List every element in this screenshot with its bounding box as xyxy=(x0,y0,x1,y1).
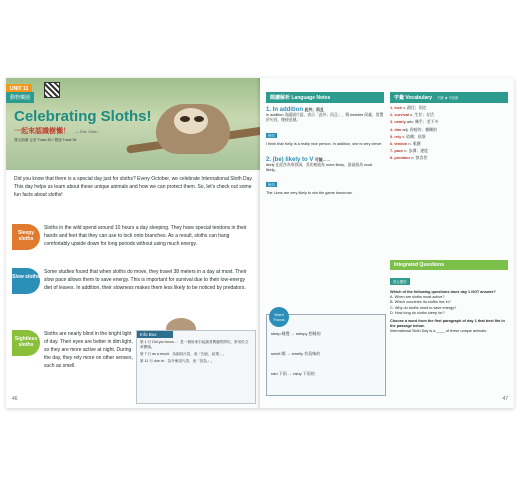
section-badge: Sightless sloths xyxy=(12,330,40,356)
vocab-definition: 幾乎；差不多 xyxy=(415,119,439,125)
sloth-eye-icon xyxy=(180,116,190,122)
section-text: Some studies found that when sloths do move, they travel 38 meters in a day at most. Their slow pace allows them to save energy. This is important for survival due to their low-energy diet of leaves. In addition, their slowness makes them less likely to be noticed by predators. xyxy=(44,269,247,291)
topic-label: 動物樂園 xyxy=(6,92,34,103)
blank-passage[interactable]: International Sloth Day is a ____ of these unique animals. xyxy=(390,329,488,334)
vocab-definition: 步調；速度 xyxy=(408,148,429,154)
info-box-note: 第 11 行 due to：為介係詞片語，表「因為」。 xyxy=(140,359,215,363)
article-title: Celebrating Sloths! xyxy=(14,108,152,125)
vocab-item xyxy=(390,134,508,139)
integrated-sub: 混合題型 xyxy=(390,278,410,285)
qr-code-icon[interactable] xyxy=(44,82,60,98)
audio-tracks: 課文朗讀 正常 Track 35 / 慢速 Track 36 xyxy=(14,138,77,142)
question-2: Choose a word from the first paragraph of day 1 that best fits in the passage below. xyxy=(390,319,505,329)
vocab-definition: 肌腱 xyxy=(412,141,421,147)
vocab-definition: 鎖住；固定 xyxy=(407,105,427,110)
sloth-face-shape xyxy=(174,108,208,134)
vocab-item xyxy=(390,127,508,132)
integrated-header: Integrated Questions xyxy=(390,260,508,270)
note-gloss: 可能…… xyxy=(315,157,331,162)
word-focus-row: smell 聞 → smelly 有臭味的 xyxy=(271,351,321,356)
vocabulary-legend: 中級 ★ 中高級 xyxy=(437,96,459,100)
example-tag: 例句 xyxy=(268,183,275,188)
option-d[interactable]: D. How long do sloths sleep for? xyxy=(390,310,445,315)
info-box xyxy=(136,330,256,404)
note-example: I think that Kelly is a really nice person. In addition, she is very clever. xyxy=(266,141,383,146)
left-page xyxy=(6,78,260,408)
subtitle-text: 一起來認識樹懶！ xyxy=(14,128,70,135)
vocabulary-title: 字彙 Vocabulary xyxy=(394,95,432,101)
option-a[interactable]: A. When are sloths most active? xyxy=(390,295,445,300)
vocab-word: 2. survival xyxy=(390,112,410,118)
intro-paragraph: Did you know that there is a special day just for sloths? Every October, we celebrate International Sloth Day. This day helps us learn about these unique animals and how we can protect them. So, let's check out some fun facts about sloths! xyxy=(14,176,253,198)
vocab-pos: n. xyxy=(410,155,416,161)
page-number: 46 xyxy=(12,396,18,402)
vocab-definition: 生存；存活 xyxy=(414,112,434,118)
right-page xyxy=(260,78,514,408)
page-number: 47 xyxy=(502,396,508,402)
note-term: 1. In addition xyxy=(266,107,303,113)
author: — Eric Chen xyxy=(74,129,98,134)
section-text: Sloths in the wild spend around 10 hours a day sleeping. They have special tendons in their hands and feet that they can use to lock onto branches. As a result, sloths can hang comfortably upside down for long periods without using much energy. xyxy=(44,225,247,247)
vocab-item xyxy=(390,105,508,110)
word-focus-box xyxy=(266,314,386,396)
vocab-definition: 掠食者 xyxy=(415,155,428,161)
vocab-pos: n. xyxy=(409,112,415,118)
vocabulary xyxy=(390,92,508,163)
vocab-word: 7. pace xyxy=(390,148,404,154)
vocab-item xyxy=(390,141,508,146)
vocab-word: 1. lock xyxy=(390,105,403,110)
example-tag: 例句 xyxy=(268,133,275,138)
vocab-pos: v. xyxy=(401,133,407,139)
vocab-item xyxy=(390,119,508,124)
option-c[interactable]: C. Why do sloths need to save energy? xyxy=(390,305,457,310)
vocabulary-header xyxy=(390,92,508,103)
word-focus-row: sleep 睡覺 → sleepy 想睡的 xyxy=(271,331,321,336)
section-badge: Slow sloths xyxy=(12,268,40,294)
vocabulary-list xyxy=(390,105,508,161)
vocab-item xyxy=(390,148,508,153)
note-gloss: 此外；而且 xyxy=(304,108,324,112)
vocab-word: 5. rely xyxy=(390,133,402,139)
article-subtitle xyxy=(14,126,98,136)
vocab-word: 8. predator xyxy=(390,155,411,161)
vocab-word: 4. dim xyxy=(390,126,402,132)
vocab-item xyxy=(390,155,508,160)
vocab-definition: 依賴；依靠 xyxy=(406,133,426,139)
unit-label: UNIT 11 xyxy=(6,84,32,94)
vocab-word: 3. nearly xyxy=(390,119,406,125)
info-box-title: Info Box xyxy=(137,331,173,338)
word-focus-row: rain 下雨 → rainy 下雨的 xyxy=(271,371,315,376)
sloth-eye-icon xyxy=(194,116,204,122)
note-text: In addition 為副詞片語，表示「此外；而且」，與 besides 同義，常置於句首，後接逗號。 xyxy=(266,113,384,123)
vocab-pos: n. xyxy=(407,141,413,147)
vocab-pos: adv. xyxy=(405,119,416,125)
integrated-questions xyxy=(390,260,508,335)
vocab-pos: n. xyxy=(403,148,409,154)
word-focus-badge: Word Focus xyxy=(269,307,289,327)
vocab-pos: v. xyxy=(402,105,408,110)
vocab-item xyxy=(390,112,508,117)
question-1: Which of the following questions does day 1 NOT answer? xyxy=(390,290,496,294)
vocab-pos: adj. xyxy=(401,126,410,132)
language-notes-header: 閱讀解析 Language Notes xyxy=(266,92,384,103)
note-example: The Lions are very likely to win the game tomorrow. xyxy=(266,191,353,196)
section-text: Sloths are nearly blind in the bright light of day. Their eyes are better in dim light, so they are more active at night. During the day, they rely more on other senses, such as smell. xyxy=(44,331,133,369)
info-box-note: 第 7 行 as a result：為副詞片語，表「因此、結果」。 xyxy=(140,352,227,356)
note-text: likely 在此作為形容詞，其比較級為 more likely、最高級為 most likely。 xyxy=(266,163,373,173)
option-b[interactable]: B. Which countries do sloths live in? xyxy=(390,300,451,305)
book-spread xyxy=(6,78,514,408)
info-box-note: 第 1 行 Did you know...：是一個用來引起讀者興趣的問句，常用於文章開頭。 xyxy=(140,340,249,349)
note-term: 2. (be) likely to V xyxy=(266,156,314,163)
vocab-definition: 昏暗的；模糊的 xyxy=(409,126,437,132)
language-notes xyxy=(266,92,384,197)
vocab-word: 6. tendon xyxy=(390,141,408,147)
section-badge: Sleepy sloths xyxy=(12,224,40,250)
